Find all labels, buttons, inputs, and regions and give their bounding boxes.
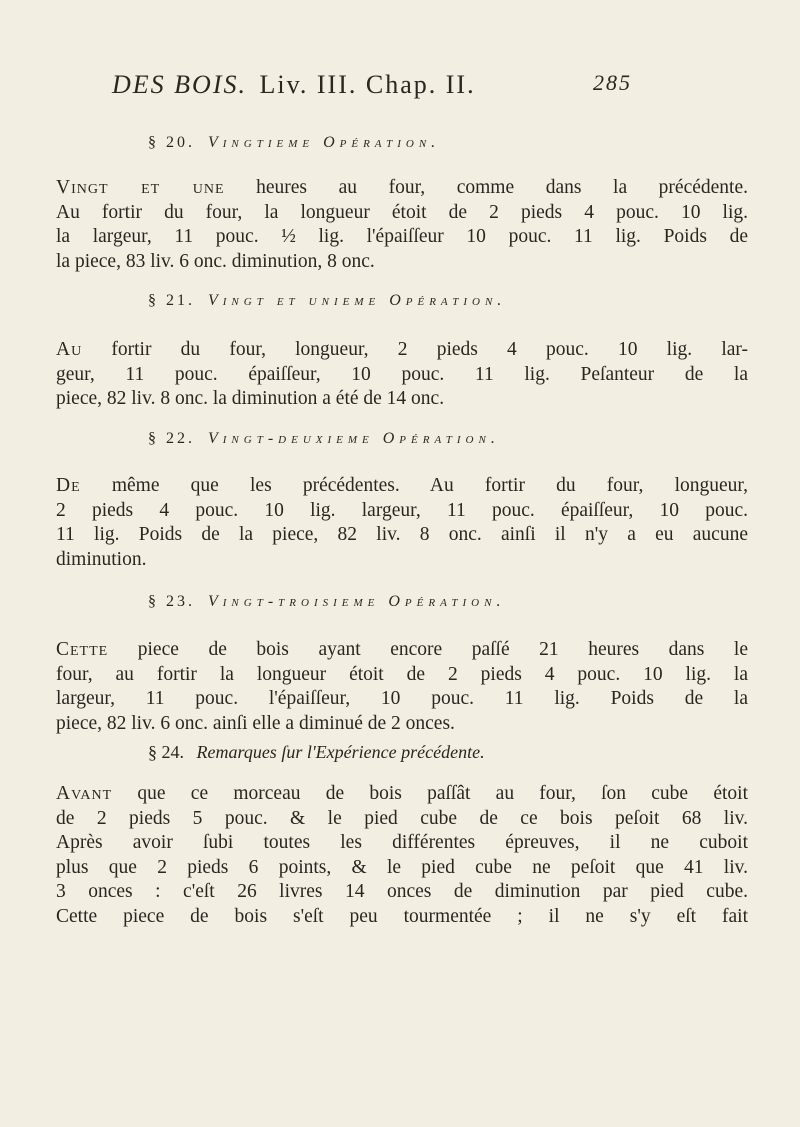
text-line: 11 lig. Poids de la piece, 82 liv. 8 onc. ainſi il n'y a eu aucune xyxy=(56,524,748,545)
text-line: largeur, 11 pouc. l'épaiſſeur, 10 pouc. 11 lig. Poids de la xyxy=(56,688,748,709)
text-line: la largeur, 11 pouc. ½ lig. l'épaiſſeur 10 pouc. 11 lig. Poids de xyxy=(56,226,748,247)
text-line: piece, 82 liv. 8 onc. la diminution a été de 14 onc. xyxy=(56,388,445,409)
section-heading-23 xyxy=(148,593,505,611)
section-heading-21 xyxy=(148,292,506,310)
remarks-title: Remarques ſur l'Expérience précédente. xyxy=(196,742,485,762)
page-number: 285 xyxy=(593,70,632,95)
remarks-heading xyxy=(148,742,485,763)
text-line: 3 onces : c'eſt 26 livres 14 onces de diminution par pied cube. xyxy=(56,881,748,902)
section-title: Vingt-deuxieme Opération. xyxy=(208,430,500,447)
header-book-title: DES BOIS. xyxy=(112,70,247,99)
paragraph-20 xyxy=(56,176,748,274)
paragraph-21 xyxy=(56,338,748,412)
text-line: la piece, 83 liv. 6 onc. diminution, 8 onc. xyxy=(56,250,375,272)
text-line: Au fortir du four, la longueur étoit de 2 pieds 4 pouc. 10 lig. xyxy=(56,201,748,223)
lead-words: Au xyxy=(56,339,83,360)
section-sign: § 22. xyxy=(148,430,195,447)
text-line: four, au fortir la longueur étoit de 2 pieds 4 pouc. 10 lig. la xyxy=(56,663,748,685)
section-sign: § 24. xyxy=(148,742,184,762)
header-chapter: Liv. III. Chap. II. xyxy=(259,70,476,99)
paragraph-remarks xyxy=(56,782,748,929)
section-sign: § 23. xyxy=(148,593,195,610)
text-line: geur, 11 pouc. épaiſſeur, 10 pouc. 11 lig. Peſanteur de la xyxy=(56,363,748,385)
lead-words: De xyxy=(56,475,81,496)
text-line: Au fortir du four, longueur, 2 pieds 4 pouc. 10 lig. lar- xyxy=(56,339,748,360)
running-header xyxy=(112,70,632,106)
text-line: Cette piece de bois ayant encore paſſé 21 heures dans le xyxy=(56,639,748,660)
section-sign: § 21. xyxy=(148,292,195,309)
paragraph-22 xyxy=(56,474,748,572)
text-line: Cette piece de bois s'eſt peu tourmentée ; il ne s'y eſt fait xyxy=(56,905,748,927)
text-line: Avant que ce morceau de bois paſſât au four, ſon cube étoit xyxy=(56,783,748,804)
section-title: Vingt-troisieme Opération. xyxy=(208,593,506,610)
lead-words: Cette xyxy=(56,639,109,660)
text-line: de 2 pieds 5 pouc. & le pied cube de ce bois peſoit 68 liv. xyxy=(56,807,748,829)
text-line: Après avoir ſubi toutes les différentes épreuves, il ne cuboit xyxy=(56,832,748,853)
section-title: Vingtieme Opération. xyxy=(208,134,441,151)
section-heading-20 xyxy=(148,134,440,152)
lead-words: Avant xyxy=(56,783,113,804)
text-line: plus que 2 pieds 6 points, & le pied cube ne peſoit que 41 liv. xyxy=(56,856,748,878)
text-line: Vingt et une heures au four, comme dans la précédente. xyxy=(56,177,748,198)
text-line: 2 pieds 4 pouc. 10 lig. largeur, 11 pouc. épaiſſeur, 10 pouc. xyxy=(56,499,748,521)
paragraph-23 xyxy=(56,638,748,736)
section-sign: § 20. xyxy=(148,134,195,151)
text-line: piece, 82 liv. 6 onc. ainſi elle a diminué de 2 onces. xyxy=(56,712,455,734)
section-title: Vingt et unieme Opération. xyxy=(208,292,507,309)
text-line: De même que les précédentes. Au fortir du four, longueur, xyxy=(56,475,748,496)
lead-words: Vingt et une xyxy=(56,177,225,198)
section-heading-22 xyxy=(148,430,500,448)
text-line: diminution. xyxy=(56,548,147,570)
